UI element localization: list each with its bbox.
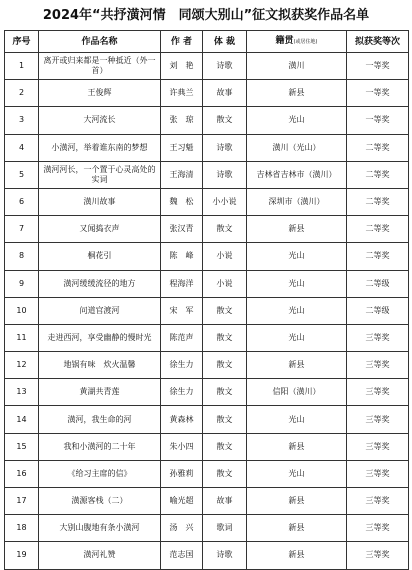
cell-genre: 散文	[203, 433, 247, 460]
table-row	[5, 134, 409, 161]
cell-genre: 散文	[203, 297, 247, 324]
cell-seq: 10	[5, 297, 39, 324]
cell-award: 三等奖	[347, 324, 409, 351]
cell-award: 三等奖	[347, 488, 409, 515]
table-row	[5, 270, 409, 297]
cell-origin: 新县	[247, 542, 347, 569]
cell-author: 陈 峰	[161, 243, 203, 270]
cell-work: 潢川故事	[39, 188, 161, 215]
cell-author: 徐生力	[161, 352, 203, 379]
cell-award: 二等奖	[347, 243, 409, 270]
cell-work: 潢河礼赞	[39, 542, 161, 569]
cell-award: 三等奖	[347, 352, 409, 379]
cell-genre: 歌词	[203, 515, 247, 542]
cell-award: 二等级	[347, 297, 409, 324]
cell-award: 二等奖	[347, 161, 409, 188]
cell-award: 二等奖	[347, 134, 409, 161]
table-row	[5, 216, 409, 243]
table-header-row	[5, 31, 409, 53]
cell-seq: 3	[5, 107, 39, 134]
table-row	[5, 488, 409, 515]
table-row	[5, 460, 409, 487]
header-award: 拟获奖等次	[347, 31, 409, 53]
cell-author: 徐生力	[161, 379, 203, 406]
cell-award: 三等奖	[347, 460, 409, 487]
table-row	[5, 188, 409, 215]
cell-seq: 7	[5, 216, 39, 243]
cell-seq: 16	[5, 460, 39, 487]
cell-seq: 1	[5, 53, 39, 80]
cell-award: 一等奖	[347, 53, 409, 80]
cell-seq: 15	[5, 433, 39, 460]
cell-author: 朱小四	[161, 433, 203, 460]
cell-origin: 光山	[247, 460, 347, 487]
cell-seq: 13	[5, 379, 39, 406]
cell-origin: 信阳（潢川）	[247, 379, 347, 406]
cell-work: 潢河河长，一个置于心灵高处的实词	[39, 161, 161, 188]
cell-origin: 光山	[247, 243, 347, 270]
cell-origin: 新县	[247, 352, 347, 379]
cell-award: 三等奖	[347, 433, 409, 460]
cell-seq: 14	[5, 406, 39, 433]
cell-origin: 光山	[247, 297, 347, 324]
cell-work: 离开或归来都是一种抵近（外一首）	[39, 53, 161, 80]
cell-origin: 吉林省吉林市（潢川）	[247, 161, 347, 188]
cell-author: 魏 松	[161, 188, 203, 215]
cell-author: 黄森林	[161, 406, 203, 433]
cell-genre: 小小说	[203, 188, 247, 215]
table-row	[5, 324, 409, 351]
cell-origin: 新县	[247, 216, 347, 243]
cell-work: 潢源客栈（二）	[39, 488, 161, 515]
cell-seq: 8	[5, 243, 39, 270]
cell-work: 潢河缓缓流径的地方	[39, 270, 161, 297]
cell-author: 范志国	[161, 542, 203, 569]
cell-genre: 诗歌	[203, 542, 247, 569]
cell-award: 一等奖	[347, 80, 409, 107]
cell-origin: 新县	[247, 80, 347, 107]
header-genre: 体 裁	[203, 31, 247, 53]
header-work: 作品名称	[39, 31, 161, 53]
cell-work: 黄湖共青莲	[39, 379, 161, 406]
header-origin-note: (或居住地)	[293, 39, 318, 45]
cell-seq: 9	[5, 270, 39, 297]
cell-genre: 散文	[203, 379, 247, 406]
document-title: 2024年“共抒潢河情 同颂大别山”征文拟获奖作品名单	[42, 8, 370, 23]
cell-seq: 4	[5, 134, 39, 161]
table-row	[5, 433, 409, 460]
cell-author: 王习魁	[161, 134, 203, 161]
cell-genre: 散文	[203, 324, 247, 351]
cell-origin: 深圳市（潢川）	[247, 188, 347, 215]
cell-work: 潢河，我生命的河	[39, 406, 161, 433]
cell-genre: 诗歌	[203, 53, 247, 80]
table-row	[5, 53, 409, 80]
cell-seq: 18	[5, 515, 39, 542]
cell-award: 三等奖	[347, 406, 409, 433]
award-table	[4, 30, 409, 570]
header-seq: 序号	[5, 31, 39, 53]
cell-award: 二等奖	[347, 216, 409, 243]
cell-work: 我和小潢河的二十年	[39, 433, 161, 460]
table-row	[5, 161, 409, 188]
cell-author: 张汉青	[161, 216, 203, 243]
table-row	[5, 515, 409, 542]
cell-genre: 故事	[203, 80, 247, 107]
table-row	[5, 379, 409, 406]
cell-origin: 潢川（光山）	[247, 134, 347, 161]
cell-genre: 小说	[203, 243, 247, 270]
cell-work: 地锅有味 炊火温馨	[39, 352, 161, 379]
cell-award: 三等奖	[347, 542, 409, 569]
cell-seq: 2	[5, 80, 39, 107]
cell-genre: 诗歌	[203, 161, 247, 188]
cell-award: 三等奖	[347, 515, 409, 542]
cell-work: 大别山腹地有条小潢河	[39, 515, 161, 542]
cell-genre: 散文	[203, 406, 247, 433]
cell-author: 孙雅莉	[161, 460, 203, 487]
table-row	[5, 542, 409, 569]
cell-origin: 光山	[247, 324, 347, 351]
cell-author: 刘 艳	[161, 53, 203, 80]
header-origin-label: 籍贯	[275, 36, 294, 46]
cell-genre: 散文	[203, 107, 247, 134]
cell-genre: 诗歌	[203, 134, 247, 161]
cell-seq: 6	[5, 188, 39, 215]
cell-work: 走进西河，享受幽静的慢时光	[39, 324, 161, 351]
cell-work: 小潢河，举着谁东南的梦想	[39, 134, 161, 161]
cell-author: 宋 军	[161, 297, 203, 324]
cell-origin: 新县	[247, 515, 347, 542]
cell-genre: 散文	[203, 352, 247, 379]
cell-work: 王俊辉	[39, 80, 161, 107]
cell-author: 王海清	[161, 161, 203, 188]
cell-work: 《给习主席的信》	[39, 460, 161, 487]
cell-origin: 光山	[247, 107, 347, 134]
cell-award: 一等奖	[347, 107, 409, 134]
cell-author: 程海洋	[161, 270, 203, 297]
cell-award: 二等级	[347, 270, 409, 297]
cell-origin: 光山	[247, 270, 347, 297]
cell-origin: 潢川	[247, 53, 347, 80]
cell-origin: 光山	[247, 406, 347, 433]
table-row	[5, 80, 409, 107]
cell-work: 大河流长	[39, 107, 161, 134]
cell-genre: 小说	[203, 270, 247, 297]
cell-genre: 散文	[203, 460, 247, 487]
table-row	[5, 352, 409, 379]
cell-genre: 散文	[203, 216, 247, 243]
cell-origin: 新县	[247, 488, 347, 515]
cell-award: 二等奖	[347, 188, 409, 215]
cell-author: 汤 兴	[161, 515, 203, 542]
cell-award: 三等奖	[347, 379, 409, 406]
table-row	[5, 107, 409, 134]
table-row	[5, 297, 409, 324]
cell-author: 许典兰	[161, 80, 203, 107]
cell-seq: 12	[5, 352, 39, 379]
cell-seq: 17	[5, 488, 39, 515]
cell-author: 张 琼	[161, 107, 203, 134]
cell-origin: 新县	[247, 433, 347, 460]
header-origin	[247, 31, 347, 53]
cell-author: 陈范声	[161, 324, 203, 351]
cell-work: 又闻捣衣声	[39, 216, 161, 243]
cell-genre: 故事	[203, 488, 247, 515]
cell-seq: 19	[5, 542, 39, 569]
cell-seq: 11	[5, 324, 39, 351]
cell-seq: 5	[5, 161, 39, 188]
cell-work: 问道官渡河	[39, 297, 161, 324]
header-author: 作 者	[161, 31, 203, 53]
table-row	[5, 406, 409, 433]
cell-work: 桐花引	[39, 243, 161, 270]
table-row	[5, 243, 409, 270]
cell-author: 喻光超	[161, 488, 203, 515]
